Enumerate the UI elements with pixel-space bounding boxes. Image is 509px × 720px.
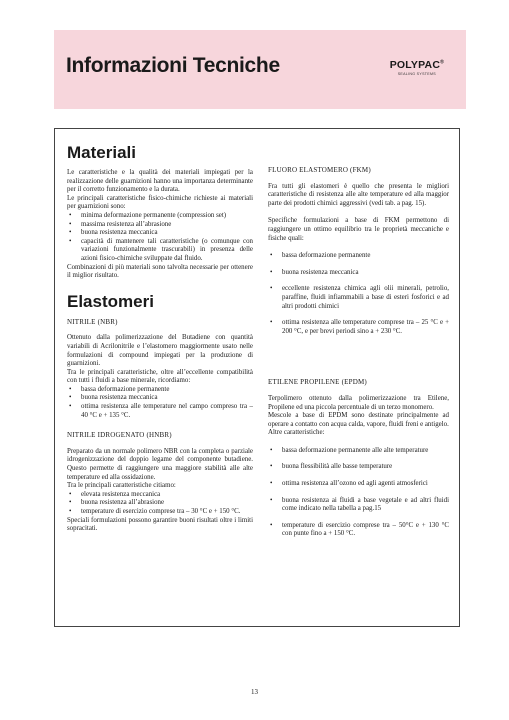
list-item: • minima deformazione permanente (compression set) — [67, 212, 253, 221]
list-item: • ottima resistenza alle temperature nel campo compreso tra – 40 °C e + 135 °C. — [67, 403, 253, 420]
list-item: • buona resistenza ai fluidi a base vegetale e ad altri fluidi come indicato nella tabella a pag.15 — [268, 497, 449, 514]
list-item: • ottima resistenza alle temperature comprese tra – 25 °C e + 200 °C, e per brevi periodi sino a + 230 °C. — [268, 319, 449, 336]
list-item: • bassa deformazione permanente — [67, 386, 253, 395]
epdm-text2: Mescole a base di EPDM sono destinate principalmente ad operare a contatto con acqua calda, vapore, fluidi freni e antigelo. — [268, 412, 449, 428]
nbr-text2: Tra le principali caratteristiche, oltre all’eccellente compatibilità con tutti i fluidi a base minerale, ricordiamo: — [67, 368, 253, 385]
list-item: • buona resistenza all’abrasione — [67, 499, 253, 508]
nbr-title: NITRILE (NBR) — [67, 317, 118, 326]
epdm-text: Terpolimero ottenuto dalla polimerizzazione tra Etilene, Propilene ed una piccola percentuale di un terzo monomero. — [268, 394, 449, 411]
fkm-text2: Specifiche formulazioni a base di FKM permettono di raggiungere un ottimo equilibrio tra le proprietà meccaniche e fisiche quali: — [268, 217, 449, 242]
list-item: • ottima resistenza all’ozono ed agli agenti atmosferici — [268, 480, 449, 489]
materiali-requirements-intro: Le principali caratteristiche fisico-chimiche richieste ai materiali per guarnizioni sono: — [67, 194, 253, 211]
nbr-text: Ottenuto dalla polimerizzazione del Butadiene con quantità variabili di Acrilonitrile e l’elastomero maggiormente usato nelle formulazioni di compound impiegati per la produzione di guarnizioni. — [67, 334, 253, 368]
hnbr-title: NITRILE IDROGENATO (HNBR) — [67, 431, 172, 440]
page-title: Informazioni Tecniche — [66, 54, 280, 77]
nbr-list — [67, 386, 253, 420]
hnbr-closing: Speciali formulazioni possono garantire buoni risultati oltre i limiti sopracitati. — [67, 516, 253, 533]
materiali-intro: Le caratteristiche e la qualità dei materiali impiegati per la realizzazione delle guarnizioni hanno una importanza determinante per il corretto funzionamento e la durata. — [67, 169, 253, 194]
polypac-logo — [390, 59, 444, 76]
spacer — [268, 243, 449, 252]
materiali-requirements-list — [67, 212, 253, 264]
hnbr-text: Preparato da un normale polimero NBR con la completa o parziale idrogenizzazione del doppio legame del componente butadiene. Questo permette di raggiungere una maggiore stabilità alle alte temperature ed alla ossidazione. — [67, 447, 253, 481]
logo-name: POLYPAC® — [389, 59, 444, 71]
hnbr-text2: Tra le principali caratteristiche citiamo: — [67, 482, 176, 490]
list-item: • buona resistenza meccanica — [268, 269, 449, 278]
fkm-text: Fra tutti gli elastomeri è quello che presenta le migliori caratteristiche di resistenza alle alte temperature ed alla maggior parte dei prodotti chimici aggressivi (vedi tab. a pag. 15). — [268, 182, 449, 207]
list-item: • buona resistenza meccanica — [67, 229, 253, 238]
list-item: • bassa deformazione permanente — [268, 252, 449, 261]
content-box — [54, 128, 460, 627]
epdm-text3: Altre caratteristiche: — [268, 429, 325, 437]
list-item: • buona flessibilità alle basse temperature — [268, 463, 449, 472]
list-item: • temperature di esercizio comprese tra – 30 °C e + 150 °C. — [67, 508, 253, 517]
hnbr-list — [67, 491, 253, 517]
list-item: • eccellente resistenza chimica agli olii minerali, petrolio, paraffine, fluidi infiammabili a base di esteri fosforici e ad altri prodotti chimici — [268, 285, 449, 311]
materiali-heading: Materiali — [67, 143, 136, 162]
fkm-list — [268, 252, 449, 336]
elastomeri-heading: Elastomeri — [67, 291, 154, 311]
spacer — [268, 438, 449, 447]
list-item: • massima resistenza all’abrasione — [67, 221, 253, 230]
fkm-title: FLUORO ELASTOMERO (FKM) — [268, 166, 371, 174]
logo-tagline: SEALING SYSTEMS — [397, 72, 436, 76]
list-item: • buona resistenza meccanica — [67, 394, 253, 403]
spacer — [268, 208, 449, 217]
page-number: 13 — [251, 688, 258, 696]
right-column — [268, 166, 449, 547]
materiali-closing: Combinazioni di più materiali sono talvolta necessarie per ottenere il miglior risultato. — [67, 263, 253, 280]
list-item: • temperature di esercizio comprese tra – 50°C e + 130 °C con punte fino a + 150 °C. — [268, 522, 449, 539]
epdm-list — [268, 447, 449, 539]
list-item: • bassa deformazione permanente alle alte temperature — [268, 447, 449, 456]
list-item: • elevata resistenza meccanica — [67, 491, 253, 500]
left-column — [67, 143, 253, 534]
epdm-title: ETILENE PROPILENE (EPDM) — [268, 378, 367, 387]
page-header — [54, 30, 466, 109]
list-item: • capacità di mantenere tali caratteristiche (o comunque con variazioni funzionalmente trascurabili) in presenza delle azioni fisico-chimiche sviluppate dal fluido. — [67, 238, 253, 264]
